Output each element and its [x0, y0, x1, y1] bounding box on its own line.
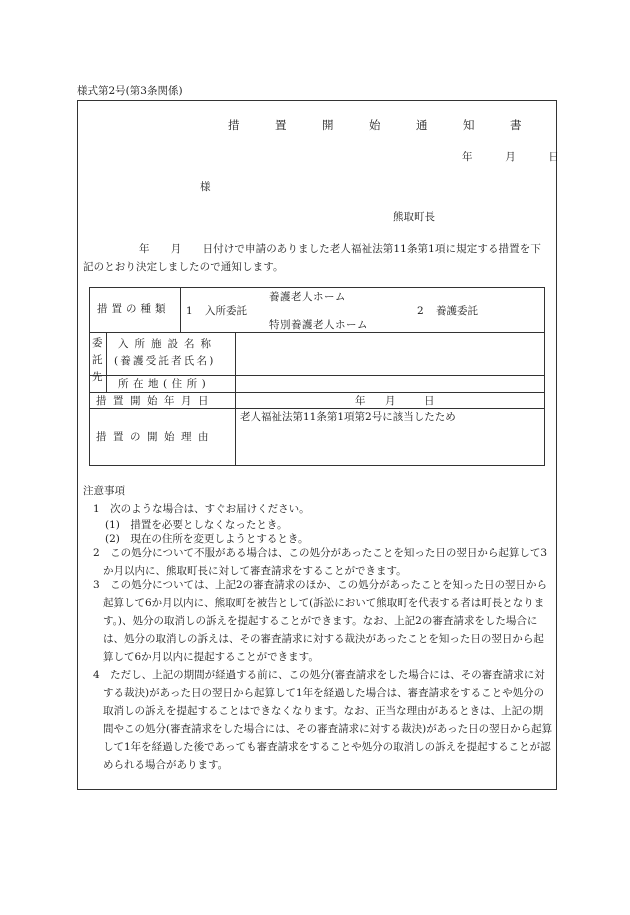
address-label: 所在地(住所): [118, 378, 211, 390]
consignee-side-label-3: 先: [92, 371, 103, 383]
option2-care-consignment: 養護委託: [436, 305, 478, 317]
notes-title: 注意事項: [83, 485, 125, 497]
start-date-day: 日: [424, 395, 435, 407]
start-date-label: 措置開始年月日: [96, 395, 215, 407]
note-item-1: 1 次のような場合は、すぐお届けください。: [93, 503, 310, 515]
consignee-side-label-1: 委: [92, 337, 103, 349]
document-title: 措 置 開 始 通 知 書: [228, 118, 534, 132]
start-date-year: 年: [355, 395, 366, 407]
note-item-3: 3 この処分については、上記2の審査請求のほか、この処分があったことを知った日の翌日から起算して6か月以内に、熊取町を被告として(訴訟において熊取町を代表する者は町長となります。)、処分の取消しの訴えを提起することができます。なお、上記2の審査請求をした場合には、処分の取消しの訴えは、その審査請求に対する裁決があったことを知った日の翌日から起算して6か月以内に提起することができます。: [93, 579, 548, 663]
caregiver-name-label: (養護受託者氏名): [114, 355, 216, 367]
option-special-nursing-home: 特別養護老人ホーム: [269, 319, 368, 331]
issue-date-day: 日: [548, 151, 559, 163]
start-reason-value: 老人福祉法第11条第1項第2号に該当したため: [240, 411, 456, 423]
note-item-2: 2 この処分について不服がある場合は、この処分があったことを知った日の翌日から起算して3か月以内に、熊取町長に対して審査請求をすることができます。: [93, 547, 548, 577]
note-item-4: 4 ただし、上記の期間が経過する前に、この処分(審査請求をした場合には、その審査請求に対する裁決)があった日の翌日から起算して1年を経過した場合は、審査請求をすることや処分の取消しの訴えを提起することはできなくなります。なお、正当な理由があるときは、上記の期間やこの処分(審査請求をした場合には、その審査請求に対する裁決)があった日の翌日から起算して1年を経過した後であっても審査請求をすることや処分の取消しの訴えを提起することが認められる場合があります。: [93, 669, 553, 771]
issue-date: [462, 150, 559, 164]
form-number-label: 様式第2号(第3条関係): [77, 85, 183, 97]
facility-name-label: 入所施設名称: [118, 338, 217, 350]
issue-date-year: 年: [462, 151, 473, 163]
start-reason-label: 措置の開始理由: [96, 431, 215, 443]
option1-number: 1: [186, 305, 193, 317]
addressee-suffix: 様: [200, 181, 211, 193]
notice-body: 年 月 日付けで申請のありました老人福祉法第11条第1項に規定する措置を下記のとおり決定しましたので通知します。: [83, 243, 541, 273]
option1-admission-consignment: 入所委託: [205, 305, 247, 317]
option2-number: 2: [417, 305, 424, 317]
issuer-name: 熊取町長: [393, 211, 435, 223]
start-date-month: 月: [385, 395, 396, 407]
note-item-1-sub-2: (2) 現在の住所を変更しようとするとき。: [105, 533, 309, 545]
measure-type-label: 措置の種類: [97, 303, 170, 315]
consignee-side-label-2: 託: [92, 354, 103, 366]
option-nursing-home: 養護老人ホーム: [269, 291, 346, 303]
issue-date-month: 月: [505, 151, 516, 163]
note-item-1-sub-1: (1) 措置を必要としなくなったとき。: [105, 519, 288, 531]
